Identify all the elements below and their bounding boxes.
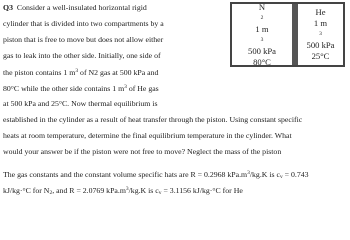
question-line-4: gas to leak into the other side. Initially, one side of: [3, 51, 161, 60]
question-line-7: at 500 kPa and 25°C. Now thermal equilibrium is: [3, 99, 158, 108]
text: /kg.K is c: [128, 186, 159, 195]
text: = 0.743: [282, 170, 309, 179]
volume-superscript: 3: [319, 31, 322, 37]
question-line-8: established in the cylinder as a result of heat transfer through the piston. Using constant specific: [3, 115, 303, 124]
text: , and R = 2.0769 kPa.m: [52, 186, 126, 195]
helium-chamber: [298, 4, 343, 65]
text: of N2 gas at 500 kPa and: [80, 68, 159, 77]
superscript: 3: [247, 170, 250, 176]
question-text: Consider a well-insulated horizontal rigid: [16, 3, 147, 12]
temperature-label: 25°C: [311, 51, 330, 61]
constants-line-2: [3, 185, 243, 198]
question-line-9: heats at room temperature, determine the final equilibrium temperature in the cylinder. What: [3, 131, 292, 140]
question-line-6: [3, 83, 159, 93]
temperature-label: 80°C: [253, 56, 271, 67]
pressure-label: 500 kPa: [248, 45, 276, 56]
text: = 3.1156 kJ/kg·°C for He: [161, 186, 243, 195]
question-line-2: cylinder that is divided into two compartments by a: [3, 19, 164, 28]
question-number: Q3: [3, 3, 13, 12]
subscript: v: [279, 174, 283, 180]
volume-superscript: 3: [260, 36, 264, 43]
constants-line-1: [3, 169, 309, 182]
gas-label: He: [315, 7, 326, 17]
volume-label: [255, 24, 268, 46]
volume-value: 1 m: [313, 18, 328, 28]
text: 80°C while the other side contains 1 m: [3, 84, 125, 93]
text: The gas constants and the constant volume specific hats are R = 0.2968 kPa.m: [3, 170, 248, 179]
text: the piston contains 1 m: [3, 68, 76, 77]
text: /kg.K is c: [249, 170, 280, 179]
text: kJ/kg·°C for N: [3, 186, 50, 195]
gas-subscript: 2: [260, 14, 264, 21]
subscript: v: [158, 190, 162, 196]
question-line-1: [3, 3, 147, 12]
pressure-label: 500 kPa: [306, 40, 335, 50]
cylinder-diagram: [230, 2, 345, 67]
volume-label: [314, 18, 327, 40]
question-line-10: would your answer be if the piston were not free to move? Neglect the mass of the piston: [3, 147, 282, 156]
superscript: 3: [75, 68, 79, 74]
question-line-5: [3, 67, 158, 77]
superscript: 3: [125, 186, 129, 192]
gas-label: [259, 2, 265, 24]
text: of He gas: [128, 84, 159, 93]
nitrogen-chamber: [232, 1, 292, 67]
superscript: 3: [124, 84, 127, 90]
gas-name: N: [258, 1, 266, 12]
volume-value: 1 m: [255, 23, 269, 34]
subscript: 2: [49, 190, 53, 196]
question-line-3: piston that is free to move but does not allow either: [3, 35, 164, 44]
